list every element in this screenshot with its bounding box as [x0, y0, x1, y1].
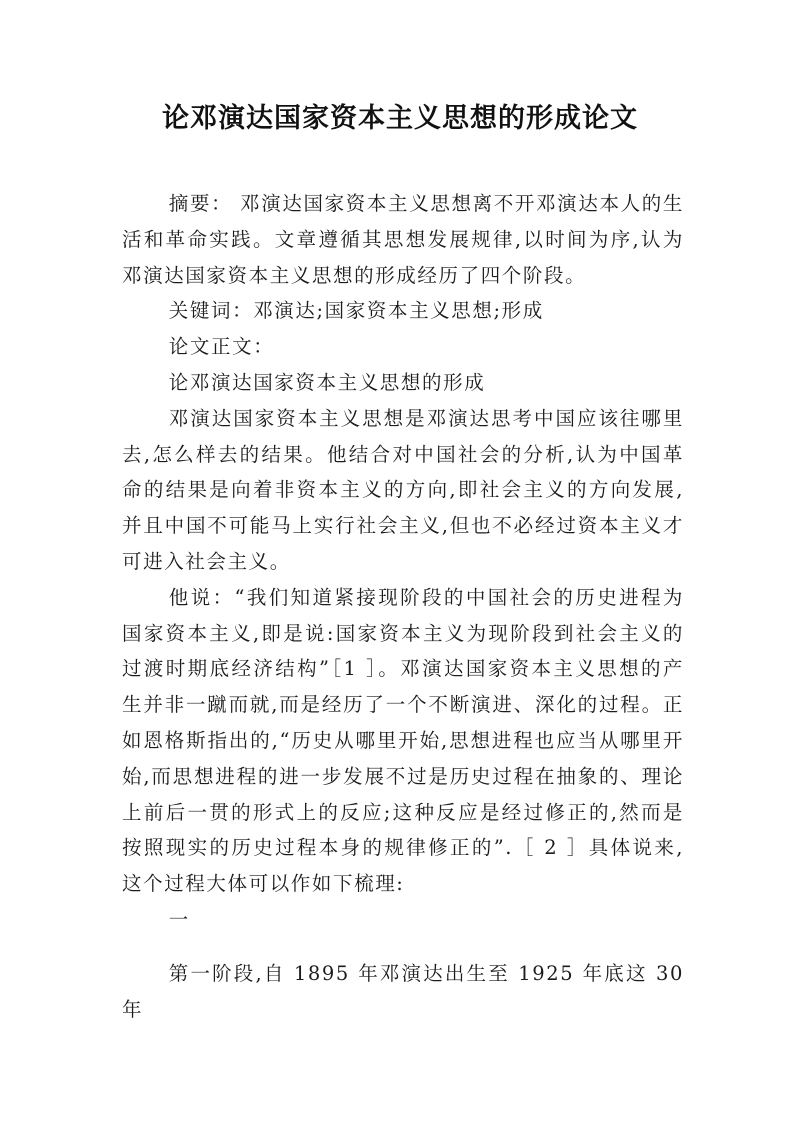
section-numeral: 一: [168, 907, 190, 931]
body-paragraph-1: 邓演达国家资本主义思想是邓演达思考中国应该往哪里去,怎么样去的结果。他结合对中国社会的分析,认为中国革命的结果是向着非资本主义的方向,即社会主义的方向发展,并且中国不可能马上实行社会主义,但也不必经过资本主义才可进入社会主义。: [122, 406, 684, 573]
body-label: 论文正文：: [168, 335, 275, 359]
abstract-paragraph: 摘要： 邓演达国家资本主义思想离不开邓演达本人的生活和革命实践。文章遵循其思想发展规律,以时间为序,认为邓演达国家资本主义思想的形成经历了四个阶段。: [122, 192, 684, 287]
body-paragraph-3: 第一阶段,自 1895 年邓演达出生至 1925 年底这 30 年: [122, 961, 684, 1021]
document-title: 论邓演达国家资本主义思想的形成论文: [162, 103, 638, 134]
keywords-line: 关键词：邓演达;国家资本主义思想;形成: [168, 299, 544, 323]
body-paragraph-2: 他说：“我们知道紧接现阶段的中国社会的历史进程为国家资本主义,即是说:国家资本主义为现阶段到社会主义的过渡时期底经济结构”［1 ］。邓演达国家资本主义思想的产生并非一蹴而就,而是经历了一个不断演进、深化的过程。正如恩格斯指出的,“历史从哪里开始,思想进程也应当从哪里开始,而思想进程的进一步发展不过是历史过程在抽象的、理论上前后一贯的形式上的反应;这种反应是经过修正的,然而是按照现实的历史过程本身的规律修正的”.［ 2 ］具体说来,这个过程大体可以作如下梳理:: [122, 585, 684, 896]
document-body: [122, 186, 684, 1027]
paragraph-gap: [122, 938, 684, 956]
section-title: 论邓演达国家资本主义思想的形成: [168, 370, 486, 394]
